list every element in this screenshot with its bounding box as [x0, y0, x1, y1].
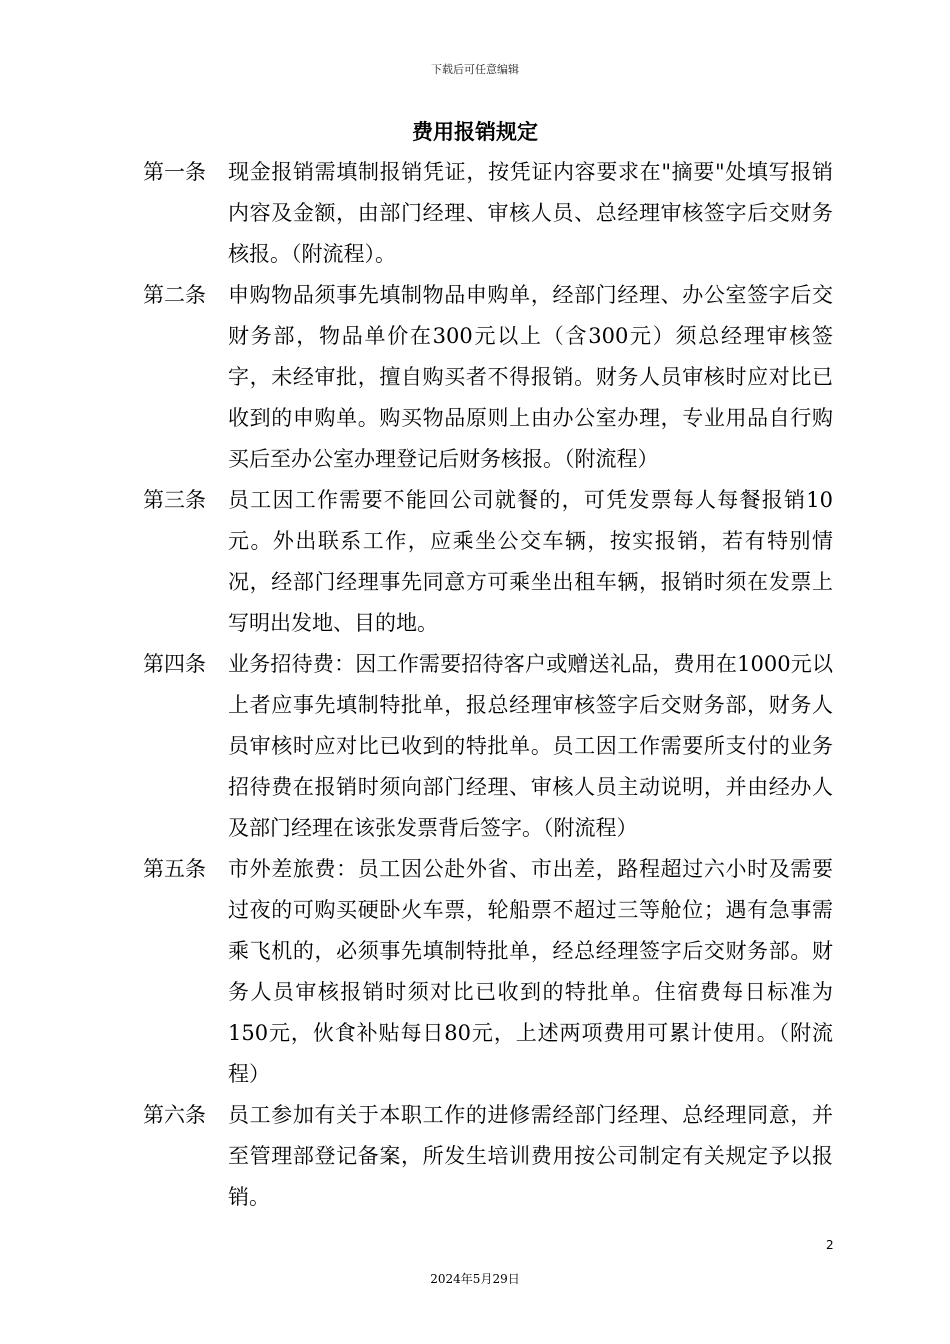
document-title: 费用报销规定 — [412, 120, 538, 144]
article-6 — [143, 1095, 843, 1218]
article-label: 第六条 — [143, 1103, 206, 1127]
article-text: 业务招待费：因工作需要招待客户或赠送礼品，费用在1000元以上者应事先填制特批单，报总经理审核签字后交财务部，财务人员审核时应对比已收到的特批单。员工因工作需要所支付的业务招待费在报销时须向部门经理、审核人员主动说明，并由经办人及部门经理在该张发票背后签字。（附流程） — [228, 652, 833, 840]
article-5 — [143, 849, 843, 1095]
article-text: 现金报销需填制报销凭证，按凭证内容要求在"摘要"处填写报销内容及金额，由部门经理、审核人员、总经理审核签字后交财务核报。（附流程）。 — [228, 160, 833, 266]
article-text: 市外差旅费：员工因公赴外省、市出差，路程超过六小时及需要过夜的可购买硬卧火车票，轮船票不超过三等舱位；遇有急事需乘飞机的，必须事先填制特批单，经总经理签字后交财务部。财务人员审核报销时须对比已收到的特批单。住宿费每日标准为150元，伙食补贴每日80元，上述两项费用可累计使用。（附流程） — [228, 857, 833, 1086]
footer-date: 2024年5月29日 — [430, 1272, 520, 1286]
article-text: 申购物品须事先填制物品申购单，经部门经理、办公室签字后交财务部，物品单价在300元以上（含300元）须总经理审核签字，未经审批，擅自购买者不得报销。财务人员审核时应对比已收到的申购单。购买物品原则上由办公室办理，专业用品自行购买后至办公室办理登记后财务核报。（附流程） — [228, 283, 833, 471]
article-2 — [143, 275, 843, 480]
page-number: 2 — [826, 1238, 834, 1252]
article-label: 第三条 — [143, 488, 206, 512]
page-header-note: 下载后可任意编辑 — [431, 63, 519, 76]
article-label: 第一条 — [143, 160, 206, 184]
article-label: 第五条 — [143, 857, 206, 881]
article-list — [143, 152, 843, 1218]
article-3 — [143, 480, 843, 644]
article-text: 员工参加有关于本职工作的进修需经部门经理、总经理同意，并至管理部登记备案，所发生培训费用按公司制定有关规定予以报销。 — [228, 1103, 833, 1209]
article-label: 第二条 — [143, 283, 206, 307]
article-label: 第四条 — [143, 652, 206, 676]
article-4 — [143, 644, 843, 849]
article-1 — [143, 152, 843, 275]
article-text: 员工因工作需要不能回公司就餐的，可凭发票每人每餐报销10元。外出联系工作，应乘坐公交车辆，按实报销，若有特别情况，经部门经理事先同意方可乘坐出租车辆，报销时须在发票上写明出发地、目的地。 — [228, 488, 833, 635]
